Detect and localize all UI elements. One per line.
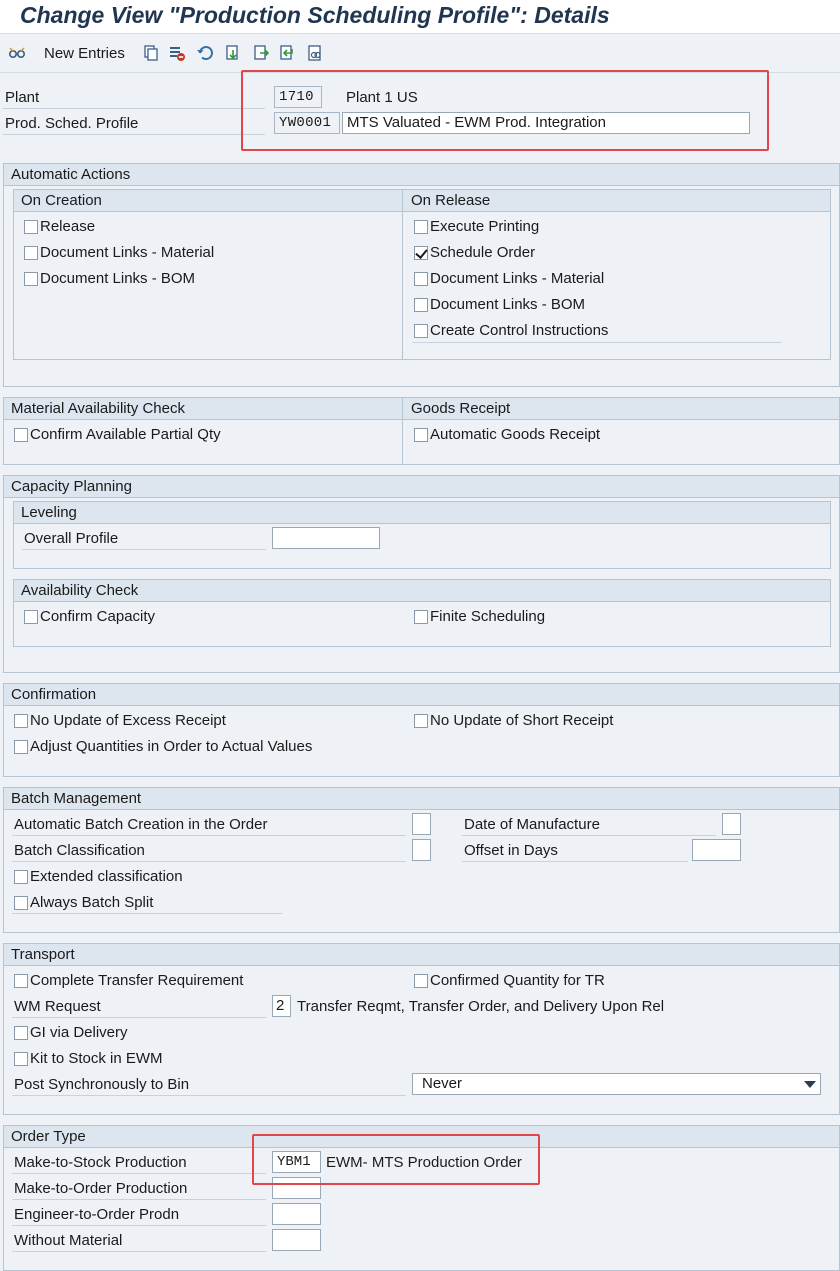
post-sync-dropdown[interactable] — [412, 1073, 821, 1095]
confirmation-header — [4, 684, 839, 706]
adjust-quantities-label: Adjust Quantities in Order to Actual Values — [30, 738, 313, 755]
offset-in-days-underline — [462, 861, 688, 862]
batch-management-header — [4, 788, 839, 810]
availability-check-title: Availability Check — [21, 582, 139, 599]
execute-printing-checkbox[interactable] — [414, 220, 428, 234]
copy-button[interactable] — [142, 41, 160, 65]
transport-header — [4, 944, 839, 966]
post-sync-label: Post Synchronously to Bin — [14, 1076, 190, 1093]
mts-production-description: EWM- MTS Production Order — [326, 1154, 522, 1171]
select-all-button[interactable] — [224, 41, 242, 65]
previous-entry-button[interactable] — [278, 41, 296, 65]
plant-label: Plant — [5, 89, 40, 106]
goods-receipt-title: Goods Receipt — [411, 400, 511, 417]
mts-production-label: Make-to-Stock Production — [14, 1154, 187, 1171]
order-type-title: Order Type — [11, 1128, 86, 1145]
schedule-order-label: Schedule Order — [430, 244, 536, 261]
glasses-icon — [8, 44, 26, 62]
create-control-instructions-checkbox[interactable] — [414, 324, 428, 338]
schedule-order-checkbox[interactable] — [414, 246, 428, 260]
title-bar — [0, 0, 840, 34]
wm-request-field[interactable]: 2 — [272, 995, 291, 1017]
offset-in-days-label: Offset in Days — [464, 842, 558, 859]
on-creation-title: On Creation — [21, 192, 102, 209]
leveling-title: Leveling — [21, 504, 77, 521]
no-update-short-label: No Update of Short Receipt — [430, 712, 614, 729]
no-update-excess-checkbox[interactable] — [14, 714, 28, 728]
undo-icon — [196, 44, 214, 62]
select-all-icon — [224, 44, 242, 62]
overall-profile-label: Overall Profile — [24, 530, 119, 547]
automatic-gr-checkbox[interactable] — [414, 428, 428, 442]
automatic-actions-divider — [402, 189, 403, 360]
copy-icon — [142, 44, 160, 62]
offset-in-days-field[interactable] — [692, 839, 741, 861]
overall-profile-underline — [22, 549, 266, 550]
wm-request-description: Transfer Reqmt, Transfer Order, and Delivery Upon Rel — [297, 998, 665, 1015]
complete-transfer-label: Complete Transfer Requirement — [30, 972, 244, 989]
highlight-box-header — [241, 70, 769, 151]
doc-links-material-label: Document Links - Material — [40, 244, 215, 261]
auto-batch-label: Automatic Batch Creation in the Order — [14, 816, 268, 833]
kit-to-stock-checkbox[interactable] — [14, 1052, 28, 1066]
other-entry-button[interactable] — [306, 41, 324, 65]
confirm-partial-qty-checkbox[interactable] — [14, 428, 28, 442]
extended-classification-label: Extended classification — [30, 868, 183, 885]
new-entries-label: New Entries — [44, 44, 125, 62]
material-availability-title: Material Availability Check — [11, 400, 185, 417]
toolbar — [0, 35, 840, 73]
automatic-actions-subheader — [14, 190, 830, 212]
mto-production-underline — [12, 1199, 266, 1200]
profile-label-underline — [3, 134, 265, 135]
next-entry-icon — [252, 44, 270, 62]
confirmed-qty-tr-checkbox[interactable] — [414, 974, 428, 988]
confirmation-title: Confirmation — [11, 686, 97, 703]
profile-label: Prod. Sched. Profile — [5, 115, 139, 132]
next-entry-button[interactable] — [252, 41, 270, 65]
execute-printing-label: Execute Printing — [430, 218, 540, 235]
profile-field[interactable]: YW0001 — [274, 112, 340, 134]
post-sync-underline — [12, 1095, 406, 1096]
mat-gr-divider — [402, 397, 403, 465]
kit-to-stock-label: Kit to Stock in EWM — [30, 1050, 163, 1067]
always-batch-split-label: Always Batch Split — [30, 894, 154, 911]
auto-batch-checkbox-field[interactable] — [412, 813, 431, 835]
delete-icon — [168, 44, 186, 62]
plant-description: Plant 1 US — [346, 89, 418, 106]
release-doc-links-material-checkbox[interactable] — [414, 272, 428, 286]
eto-production-underline — [12, 1225, 266, 1226]
confirm-capacity-checkbox[interactable] — [24, 610, 38, 624]
release-doc-links-material-label: Document Links - Material — [430, 270, 605, 287]
extended-classification-checkbox[interactable] — [14, 870, 28, 884]
delete-button[interactable] — [168, 41, 186, 65]
batch-classification-field[interactable] — [412, 839, 431, 861]
release-doc-links-bom-label: Document Links - BOM — [430, 296, 586, 313]
eto-production-field[interactable] — [272, 1203, 321, 1225]
gi-via-delivery-checkbox[interactable] — [14, 1026, 28, 1040]
capacity-planning-title: Capacity Planning — [11, 478, 132, 495]
other-entry-icon — [306, 44, 324, 62]
batch-management-title: Batch Management — [11, 790, 142, 807]
undo-button[interactable] — [196, 41, 214, 65]
transport-title: Transport — [11, 946, 75, 963]
no-update-short-checkbox[interactable] — [414, 714, 428, 728]
mts-production-underline — [12, 1173, 266, 1174]
display-change-button[interactable] — [8, 41, 26, 65]
eto-production-label: Engineer-to-Order Prodn — [14, 1206, 180, 1223]
finite-scheduling-checkbox[interactable] — [414, 610, 428, 624]
date-of-manufacture-label: Date of Manufacture — [464, 816, 600, 833]
release-label: Release — [40, 218, 96, 235]
date-of-manufacture-underline — [462, 835, 716, 836]
plant-field[interactable]: 1710 — [274, 86, 322, 108]
release-doc-links-bom-checkbox[interactable] — [414, 298, 428, 312]
complete-transfer-checkbox[interactable] — [14, 974, 28, 988]
leveling-header — [14, 502, 830, 524]
gi-via-delivery-label: GI via Delivery — [30, 1024, 128, 1041]
new-entries-button[interactable] — [44, 41, 125, 65]
create-control-instructions-label: Create Control Instructions — [430, 322, 609, 339]
automatic-gr-label: Automatic Goods Receipt — [430, 426, 601, 443]
without-material-label: Without Material — [14, 1232, 123, 1249]
overall-profile-field[interactable] — [272, 527, 380, 549]
wm-request-label: WM Request — [14, 998, 101, 1015]
adjust-quantities-checkbox[interactable] — [14, 740, 28, 754]
confirm-partial-qty-label: Confirm Available Partial Qty — [30, 426, 221, 443]
auto-batch-underline — [12, 835, 406, 836]
mto-production-label: Make-to-Order Production — [14, 1180, 188, 1197]
automatic-actions-header — [4, 164, 839, 186]
leveling-group — [13, 501, 831, 569]
without-material-field[interactable] — [272, 1229, 321, 1251]
profile-description-field[interactable]: MTS Valuated - EWM Prod. Integration — [342, 112, 750, 134]
on-release-underline — [412, 342, 782, 343]
plant-label-underline — [3, 108, 265, 109]
previous-entry-icon — [278, 44, 296, 62]
mts-production-field[interactable]: YBM1 — [272, 1151, 321, 1173]
post-sync-value: Never — [422, 1075, 463, 1092]
doc-links-bom-label: Document Links - BOM — [40, 270, 196, 287]
no-update-excess-label: No Update of Excess Receipt — [30, 712, 226, 729]
confirm-capacity-label: Confirm Capacity — [40, 608, 156, 625]
on-release-title: On Release — [411, 192, 491, 209]
finite-scheduling-label: Finite Scheduling — [430, 608, 546, 625]
confirmed-qty-tr-label: Confirmed Quantity for TR — [430, 972, 605, 989]
release-checkbox[interactable] — [24, 220, 38, 234]
capacity-planning-header — [4, 476, 839, 498]
page-title: Change View "Production Scheduling Profile": Details — [20, 2, 610, 28]
batch-classification-label: Batch Classification — [14, 842, 145, 859]
confirmation-group — [3, 683, 840, 777]
automatic-actions-title: Automatic Actions — [11, 166, 131, 183]
doc-links-bom-checkbox[interactable] — [24, 272, 38, 286]
chevron-down-icon[interactable] — [804, 1081, 816, 1088]
always-batch-split-checkbox[interactable] — [14, 896, 28, 910]
doc-links-material-checkbox[interactable] — [24, 246, 38, 260]
batch-classification-underline — [12, 861, 406, 862]
always-batch-split-underline — [12, 913, 282, 914]
date-of-manufacture-field[interactable] — [722, 813, 741, 835]
material-availability-header — [4, 398, 839, 420]
without-material-underline — [12, 1251, 266, 1252]
highlight-box-order-type — [252, 1134, 540, 1185]
wm-request-underline — [12, 1017, 266, 1018]
availability-check-header — [14, 580, 830, 602]
